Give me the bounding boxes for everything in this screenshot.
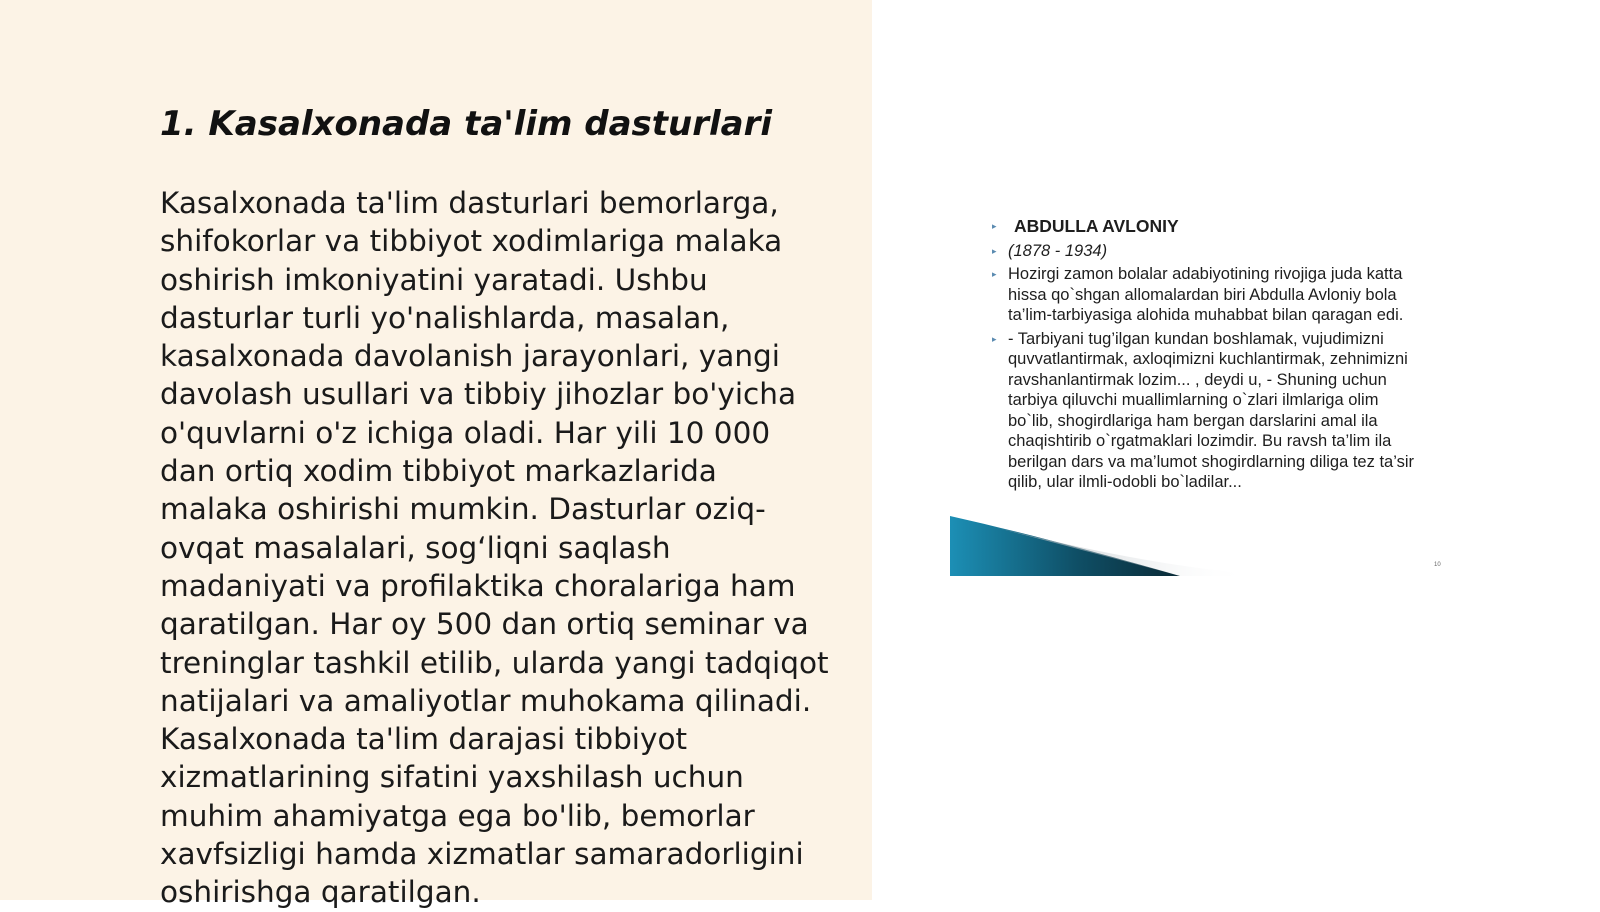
embedded-slide-image (950, 210, 1440, 576)
bullet-heading-text: ABDULLA AVLONIY (1014, 216, 1179, 236)
bullet-arrow-icon: ▸ (992, 269, 997, 279)
bullet-dates-text: (1878 - 1934) (1008, 241, 1108, 260)
slide-body-text: Kasalxonada ta'lim dasturlari bemorlarga, shifokorlar va tibbiyot xodimlariga malaka oshirish imkoniyatini yaratadi. Ushbu dasturlar turli yo'nalishlarda, masalan, kasalxonada davolanish jarayonlari, yangi davolash usullari va tibbiy jihozlar bo'yicha o'quvlarni o'z ichiga oladi. Har yili 10 000 dan ortiq xodim tibbiyot markazlarida malaka oshirishi mumkin. Dasturlar oziq-ovqat masalalari, sog‘liqni saqlash madaniyati va profilaktika choralariga ham qaratilgan. Har oy 500 dan ortiq seminar va treninglar tashkil etilib, ularda yangi tadqiqot natijalari va amaliyotlar muhokama qilinadi. Kasalxonada ta'lim darajasi tibbiyot xizmatlarining sifatini yaxshilash uchun muhim ahamiyatga ega bo'lib, bemorlar xavfsizligi hamda xizmatlar samaradorligini oshirishga qaratilgan. (160, 186, 829, 910)
embedded-page-number: 10 (1434, 562, 1441, 568)
bullet-item-quote (994, 329, 1424, 493)
bullet-arrow-icon: ▸ (992, 221, 997, 231)
decorative-swoosh (950, 516, 1250, 576)
bullet-item-heading (994, 216, 1424, 238)
slide-title: 1. Kasalxonada ta'lim dasturlari (160, 104, 773, 144)
bullet-arrow-icon: ▸ (992, 245, 997, 256)
bullet-item-intro (994, 264, 1424, 326)
bullet-item-dates (994, 241, 1424, 262)
bullet-intro-text: Hozirgi zamon bolalar adabiyotining rivojiga juda katta hissa qo`shgan allomalardan biri Abdulla Avloniy bola ta’lim-tarbiyasiga alohida muhabbat bilan qaragan edi. (1008, 265, 1404, 324)
bullet-list (994, 216, 1424, 496)
bullet-arrow-icon: ▸ (992, 333, 997, 344)
bullet-quote-text: - Tarbiyani tug’ilgan kundan boshlamak, vujudimizni quvvatlantirmak, axloqimizni kuchlantirmak, zehnimizni ravshanlantirmak lozim... , deydi u, - Shuning uchun tarbiya qiluvchi muallimlarning o`zlari ilmlariga olim bo`lib, shogirdlariga ham bergan darslarini amal ila chaqishtirib o`rgatmaklari lozimdir. Bu ravsh ta’lim ila berilgan dars va ma’lumot shogirdlarning diliga tez ta’sir qilib, ular ilmli-odobli bo`ladilar... (1008, 329, 1414, 491)
